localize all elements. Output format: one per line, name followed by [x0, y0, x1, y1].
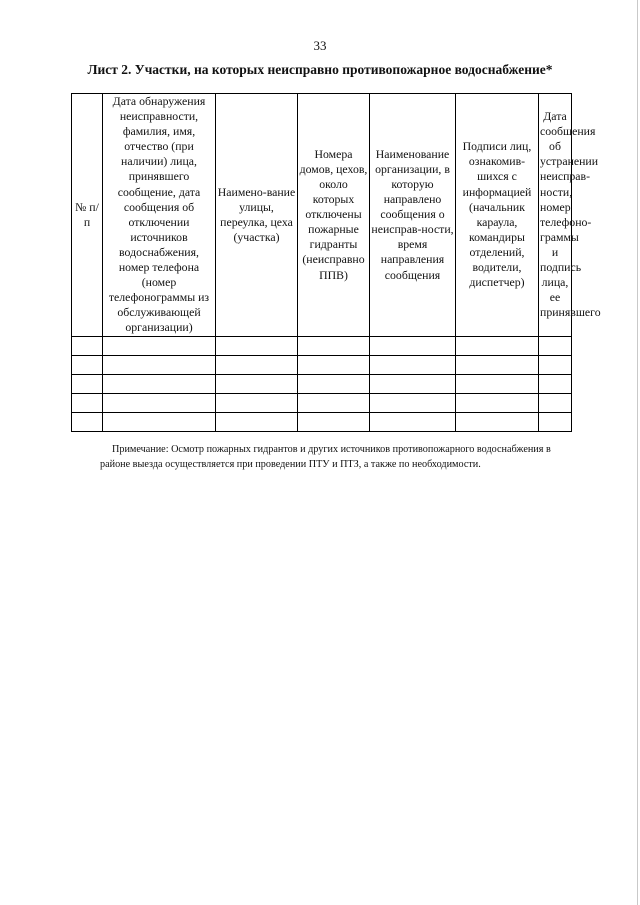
table-cell — [456, 355, 539, 374]
page-number: 33 — [313, 38, 327, 53]
table-header-row — [72, 94, 572, 337]
table-cell — [539, 355, 572, 374]
table-cell — [298, 412, 370, 431]
table-cell — [216, 374, 298, 393]
footnote: Примечание: Осмотр пожарных гидрантов и других источников противопожарного водоснабжения в районе выезда осуществляется при проведении ПТУ и ПТЗ, а также по необходимости. — [100, 444, 551, 470]
table-cell — [370, 374, 456, 393]
table-cell — [72, 374, 103, 393]
table-cell — [298, 393, 370, 412]
table-cell — [216, 393, 298, 412]
table-cell — [456, 374, 539, 393]
table-row — [72, 336, 572, 355]
header-signatures: Подписи лиц, ознакомив-шихся с информацией (начальник караула, командиры отделений, водители, диспетчер) — [456, 94, 539, 337]
table-body — [72, 336, 572, 431]
table-cell — [370, 393, 456, 412]
table-cell — [539, 412, 572, 431]
sheet-title: Лист 2. Участки, на которых неисправно противопожарное водоснабжение* — [87, 62, 553, 77]
table-cell — [370, 336, 456, 355]
table-cell — [456, 336, 539, 355]
table-cell — [216, 412, 298, 431]
water-supply-table — [71, 93, 601, 432]
table-cell — [370, 412, 456, 431]
table-cell — [103, 412, 216, 431]
scan-edge-line — [637, 0, 638, 905]
table-cell — [298, 355, 370, 374]
table-cell — [72, 336, 103, 355]
table-cell — [456, 412, 539, 431]
table-cell — [298, 374, 370, 393]
table-cell — [456, 393, 539, 412]
table-row — [72, 393, 572, 412]
table-cell — [72, 412, 103, 431]
table-cell — [103, 393, 216, 412]
table-cell — [216, 336, 298, 355]
table-row — [72, 374, 572, 393]
table-row — [72, 355, 572, 374]
table-cell — [103, 374, 216, 393]
table-cell — [539, 336, 572, 355]
header-organization: Наименование организации, в которую направлено сообщения о неисправ-ности, время направления сообщения — [370, 94, 456, 337]
table-cell — [298, 336, 370, 355]
table-cell — [539, 393, 572, 412]
header-repair-date: Дата сообщения об устранении неисправ-ности, номер телефоно-граммы и подпись лица, ее принявшего — [539, 94, 572, 337]
table-cell — [72, 355, 103, 374]
table-cell — [539, 374, 572, 393]
table-cell — [103, 336, 216, 355]
header-detection-date: Дата обнаружения неисправности, фамилия, имя, отчество (при наличии) лица, принявшего сообщение, дата сообщения об отключении источников водоснабжения, номер телефона (номер телефонограммы из обслуживающей организации) — [103, 94, 216, 337]
table-cell — [103, 355, 216, 374]
header-number: № п/п — [72, 94, 103, 337]
table-row — [72, 412, 572, 431]
table-cell — [72, 393, 103, 412]
table-cell — [370, 355, 456, 374]
table-cell — [216, 355, 298, 374]
header-house-numbers: Номера домов, цехов, около которых отключены пожарные гидранты (неисправно ППВ) — [298, 94, 370, 337]
header-street-name: Наимено-вание улицы, переулка, цеха (участка) — [216, 94, 298, 337]
